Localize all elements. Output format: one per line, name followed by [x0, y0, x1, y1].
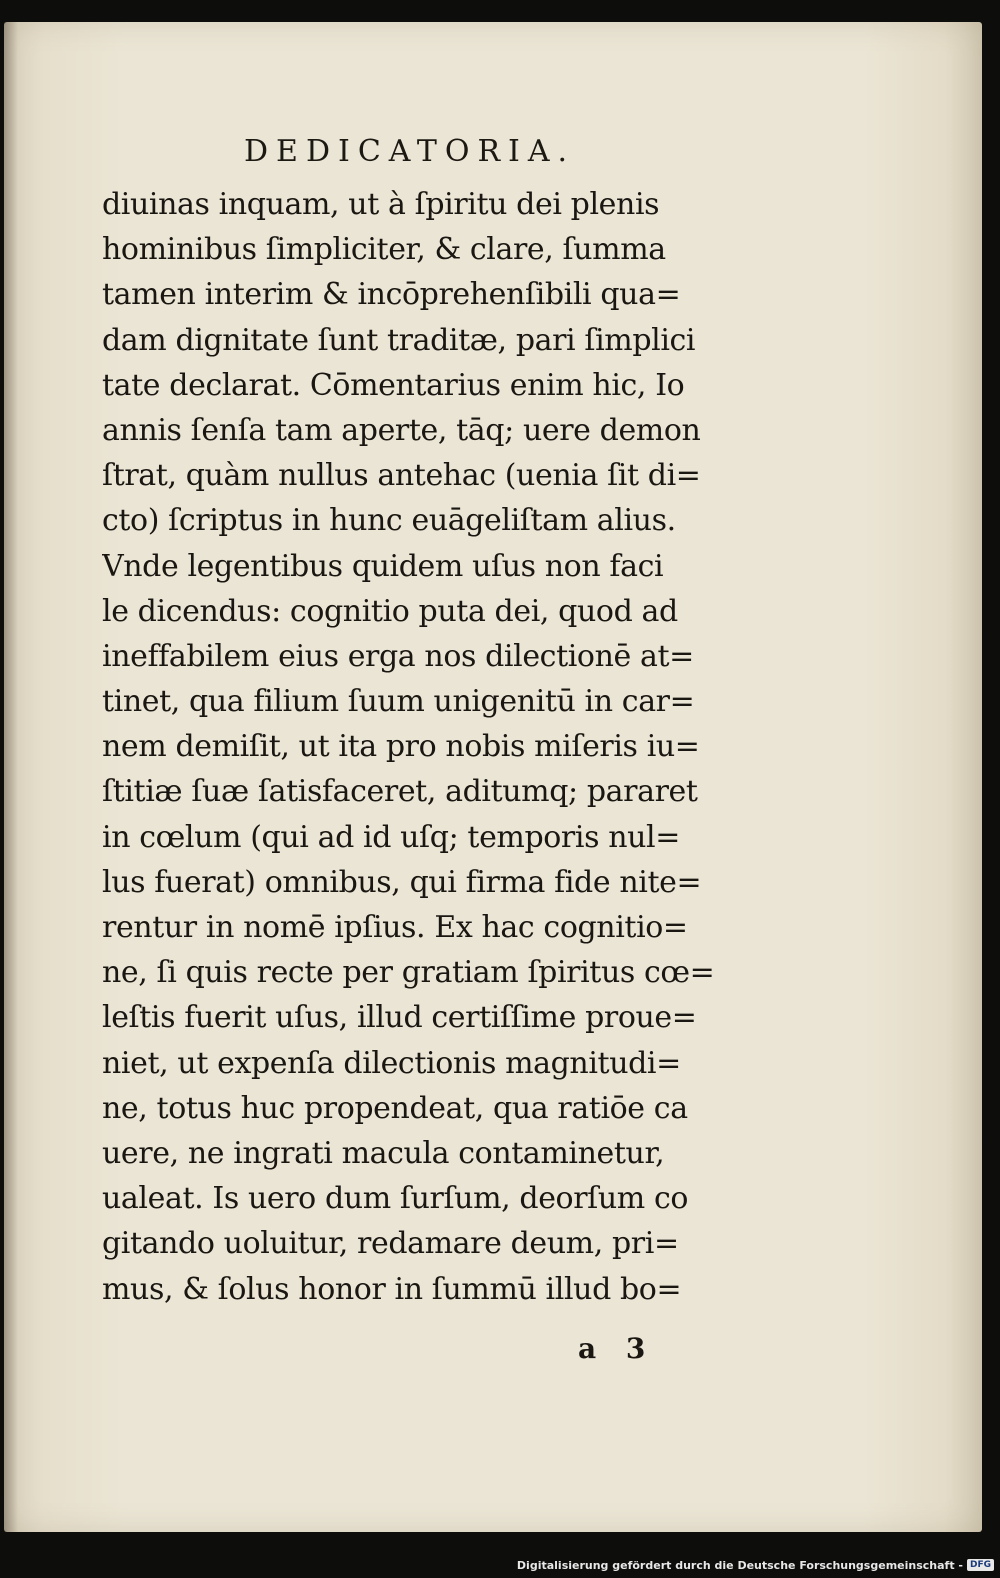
text-line: hominibus ſimpliciter, & clare, ſumma	[102, 232, 666, 268]
text-line: annis ſenſa tam aperte, tāq; uere demon	[102, 412, 701, 448]
text-line: ſtrat, quàm nullus antehac (uenia ſit di=	[102, 458, 701, 494]
text-line: Vnde legentibus quidem uſus non faci	[102, 548, 664, 584]
text-line: uere, ne ingrati macula contaminetur,	[102, 1135, 665, 1171]
text-line: mus, & ſolus honor in ſummū illud bo=	[102, 1271, 682, 1307]
signature-mark: a 3	[578, 1332, 656, 1365]
dfg-logo-icon: DFG	[967, 1559, 994, 1571]
text-line: tinet, qua filium ſuum unigenitū in car=	[102, 684, 695, 720]
book-page	[4, 22, 982, 1532]
text-line: tate declarat. Cōmentarius enim hic, Io	[102, 367, 685, 403]
text-line: ſtitiæ ſuæ ſatisfaceret, aditumq; pararet	[102, 774, 698, 810]
footer-credit-text: Digitalisierung gefördert durch die Deutsche Forschungsgemeinschaft -	[516, 1558, 963, 1572]
text-line: lus fuerat) omnibus, qui firma fide nite=	[102, 864, 702, 900]
text-line: ne, totus huc propendeat, qua ratiōe ca	[102, 1090, 688, 1126]
body-text	[102, 182, 782, 1312]
text-line: ineffabilem eius erga nos dilectionē at=	[102, 638, 694, 674]
text-line: leſtis fuerit uſus, illud certiſſime proue=	[102, 1000, 697, 1036]
text-line: le dicendus: cognitio puta dei, quod ad	[102, 593, 678, 629]
text-line: diuinas inquam, ut à ſpiritu dei plenis	[102, 187, 660, 222]
text-line: ualeat. Is uero dum ſurſum, deorſum co	[102, 1181, 689, 1217]
text-line: cto) ſcriptus in hunc euāgeliſtam alius.	[102, 503, 676, 539]
text-line: dam dignitate ſunt traditæ, pari ſimplici	[102, 322, 696, 358]
text-line: gitando uoluitur, redamare deum, pri=	[102, 1226, 679, 1262]
text-line: rentur in nomē ipſius. Ex hac cognitio=	[102, 910, 688, 945]
text-line: nem demiſit, ut ita pro nobis miſeris iu=	[102, 729, 700, 765]
text-line: tamen interim & incōprehenſibili qua=	[102, 277, 681, 313]
text-line: ne, ſi quis recte per gratiam ſpiritus cœ=	[102, 955, 715, 991]
running-head: DEDICATORIA.	[244, 134, 576, 169]
spine-shadow	[4, 22, 18, 1532]
text-line: niet, ut expenſa dilectionis magnitudi=	[102, 1045, 681, 1081]
digitization-credit	[517, 1556, 994, 1574]
text-line: in cœlum (qui ad id uſq; temporis nul=	[102, 819, 680, 855]
